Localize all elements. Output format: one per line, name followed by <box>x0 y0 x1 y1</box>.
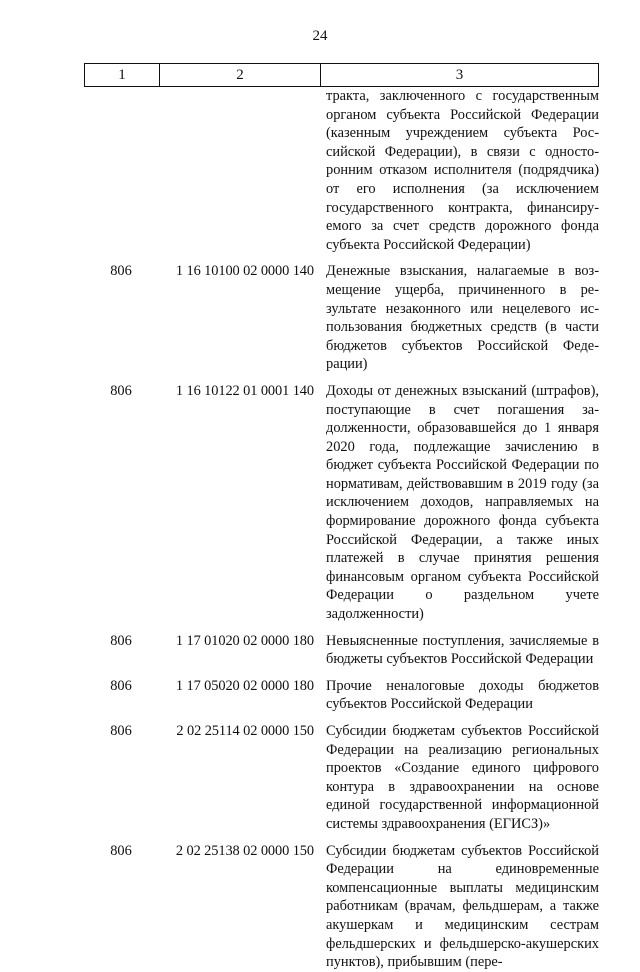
revenue-name-cell: Невыясненные поступления, зачисляемые в бюджеты субъектов Российской Федерации <box>326 632 599 668</box>
revenue-name-cell: Прочие неналоговые доходы бюджетов субъектов Российской Федерации <box>326 677 599 713</box>
revenue-code-cell: 2 02 25114 02 0000 150 <box>176 723 314 739</box>
admin-code-cell: 806 <box>110 677 132 694</box>
page-number: 24 <box>312 28 328 44</box>
admin-code-cell: 806 <box>110 842 132 859</box>
header-col-3: 3 <box>455 67 464 83</box>
revenue-name-cell: Денежные взыскания, налагаемые в возмещение ущерба, причиненного в результате незаконного или нецелевого использования бюджетных средств (в части бюджетов субъектов Российской Федерации) <box>326 263 599 373</box>
revenue-name-cell: Субсидии бюджетам субъектов Российской Федерации на единовременные компенсационные выплаты медицинским работникам (врачам, фельдшерам, а также акушеркам и медицинским сестрам фельдшерских и фельдшерско-акушерских пунктов), прибывшим (пере- <box>326 842 599 971</box>
header-col-1: 1 <box>85 64 160 86</box>
table-row <box>84 677 599 714</box>
admin-code-cell: 806 <box>110 723 132 739</box>
revenue-code-cell: 1 16 10122 01 0001 140 <box>175 382 314 399</box>
revenue-code-cell: 1 17 01020 02 0000 180 <box>175 632 314 649</box>
revenue-code-cell <box>158 87 318 254</box>
table-header-row <box>84 63 599 87</box>
admin-code-cell: 806 <box>110 632 132 649</box>
table-row <box>84 87 599 254</box>
admin-code-cell: 806 <box>110 382 132 399</box>
revenue-code-cell: 2 02 25138 02 0000 150 <box>175 842 314 859</box>
revenue-name-cell: Субсидии бюджетам субъектов Российской Федерации на реализацию региональных проектов «Создание единого цифрового контура в здравоохранении на основе единой государственной информационной системы здравоохранения (ЕГИСЗ)» <box>326 723 599 832</box>
table-row <box>84 262 599 374</box>
admin-code-cell <box>84 87 158 254</box>
table-row <box>84 722 599 834</box>
revenue-name-cell: тракта, заключенного с государственным органом субъекта Российской Федерации (казенным учреждением субъекта Российской Федерации), в связи с односторонним отказом исполнителя (подрядчика) от его исполнения (за исключением государственного контракта, финансируемого за счет средств дорожного фонда субъекта Российской Федерации) <box>326 88 599 253</box>
admin-code-cell: 806 <box>110 263 132 280</box>
revenue-codes-table <box>84 63 599 972</box>
table-row <box>84 632 599 669</box>
header-col-2: 2 <box>160 64 321 86</box>
table-row <box>84 842 599 972</box>
revenue-code-cell: 1 16 10100 02 0000 140 <box>175 263 314 280</box>
revenue-name-cell: Доходы от денежных взысканий (штрафов), поступающие в счет погашения задолженности, образовавшейся до 1 января 2020 года, подлежащие зачислению в бюджет субъекта Российской Федерации по нормативам, действовавшим в 2019 году (за исключением доходов, направляемых на формирование дорожного фонда субъекта Российской Федерации, а также иных платежей в случае принятия решения финансовым органом субъекта Российской Федерации о раздельном учете задолженности) <box>326 382 599 623</box>
revenue-code-cell: 1 17 05020 02 0000 180 <box>175 677 314 694</box>
table-row <box>84 382 599 624</box>
